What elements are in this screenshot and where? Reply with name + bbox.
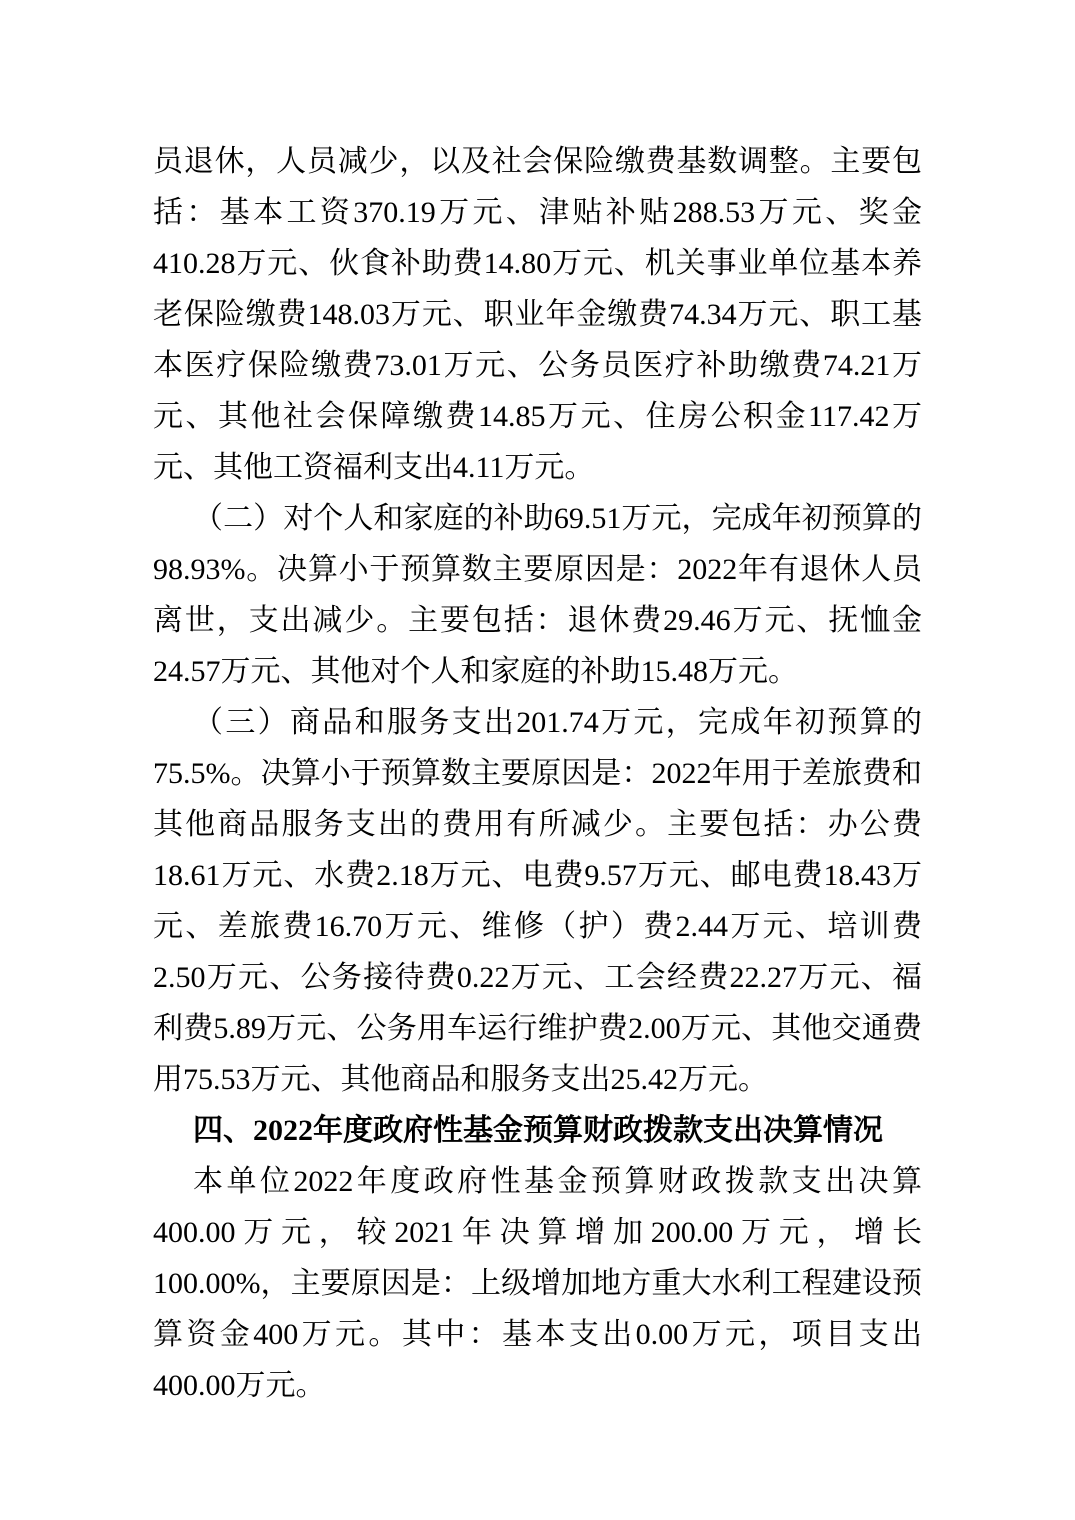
body-paragraph-government-fund-details: 本单位2022年度政府性基金预算财政拨款支出决算400.00万元，较2021年决算增加200.00万元，增长100.00%，主要原因是：上级增加地方重大水利工程建设预算资金400万元。其中：基本支出0.00万元，项目支出400.00万元。 — [153, 1165, 922, 1402]
body-paragraph-goods-services-expense: （三）商品和服务支出201.74万元，完成年初预算的75.5%。决算小于预算数主要原因是：2022年用于差旅费和其他商品服务支出的费用有所减少。主要包括：办公费18.61万元、水费2.18万元、电费9.57万元、邮电费18.43万元、差旅费16.70万元、维修（护）费2.44万元、培训费2.50万元、公务接待费0.22万元、工会经费22.27万元、福利费5.89万元、公务用车运行维护费2.00万元、其他交通费用75.53万元、其他商品和服务支出25.42万元。 — [153, 706, 922, 1096]
body-paragraph-wage-welfare-continuation: 员退休，人员减少，以及社会保险缴费基数调整。主要包括：基本工资370.19万元、津贴补贴288.53万元、奖金410.28万元、伙食补助费14.80万元、机关事业单位基本养老保险缴费148.03万元、职业年金缴费74.34万元、职工基本医疗保险缴费73.01万元、公务员医疗补助缴费74.21万元、其他社会保障缴费14.85万元、住房公积金117.42万元、其他工资福利支出4.11万元。 — [153, 145, 922, 484]
body-paragraph-individual-family-subsidy: （二）对个人和家庭的补助69.51万元，完成年初预算的98.93%。决算小于预算数主要原因是：2022年有退休人员离世，支出减少。主要包括：退休费29.46万元、抚恤金24.57万元、其他对个人和家庭的补助15.48万元。 — [153, 502, 922, 688]
section-heading-government-fund-budget: 四、2022年度政府性基金预算财政拨款支出决算情况 — [193, 1114, 883, 1147]
